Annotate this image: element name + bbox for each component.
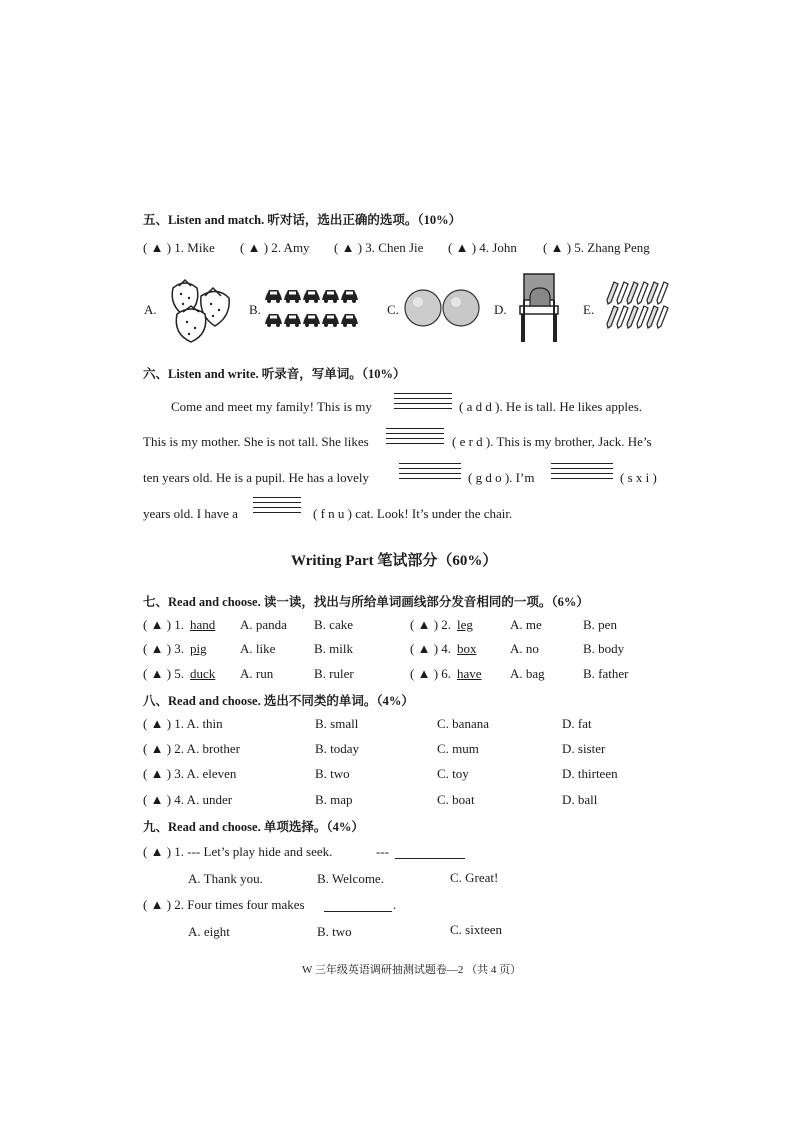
s8-q2-d: D. sister — [562, 741, 606, 756]
s7-q1-a: A. panda — [240, 617, 287, 632]
car-wheel — [276, 323, 280, 327]
s9-q1-answer-blank[interactable] — [395, 846, 465, 859]
four-line-blank-5[interactable] — [253, 497, 301, 517]
car-wheel — [333, 323, 337, 327]
match-item-2: ( ▲ ) 2. Amy — [240, 240, 310, 255]
option-c-label: C. — [387, 302, 399, 317]
car-wheel — [276, 299, 280, 303]
s7-q4-b: B. body — [583, 641, 625, 656]
match-item-5: ( ▲ ) 5. Zhang Peng — [543, 240, 650, 255]
chair-with-bag-image — [516, 272, 562, 344]
s8-q1-a: ( ▲ ) 1. A. thin — [143, 716, 223, 731]
s8-q1-b: B. small — [315, 716, 359, 731]
car-wheel — [286, 323, 290, 327]
s7-q5-num: ( ▲ ) 5. — [143, 666, 185, 681]
s9-q2-text: ( ▲ ) 2. Four times four makes — [143, 897, 305, 912]
pencil-icon — [607, 306, 618, 328]
strawberry-image — [163, 276, 235, 344]
s8-q1-d: D. fat — [562, 716, 592, 731]
s7-q2-a: A. me — [510, 617, 542, 632]
match-item-3: ( ▲ ) 3. Chen Jie — [334, 240, 424, 255]
s7-q6-b: B. father — [583, 666, 629, 681]
s8-q3-a: ( ▲ ) 3. A. eleven — [143, 766, 237, 781]
s8-q2-c: C. mum — [437, 741, 479, 756]
pencil-icon — [637, 282, 648, 304]
s8-q1-c: C. banana — [437, 716, 489, 731]
option-a-label: A. — [144, 302, 157, 317]
s8-q2-b: B. today — [315, 741, 360, 756]
car-wheel — [314, 299, 318, 303]
s8-q4-a: ( ▲ ) 4. A. under — [143, 792, 233, 807]
s7-q5-a: A. run — [240, 666, 274, 681]
s7-q2-word: leg — [457, 617, 473, 632]
hint-dog: ( g d o ). I’m — [468, 470, 535, 485]
s7-q5-b: B. ruler — [314, 666, 354, 681]
hint-fun: ( f n u ) cat. Look! It’s under the chair. — [313, 506, 513, 521]
orange-image — [404, 288, 480, 328]
car-window — [346, 292, 353, 295]
s7-q3-num: ( ▲ ) 3. — [143, 641, 185, 656]
s7-q6-word: have — [457, 666, 482, 681]
s9-q2-opt-c: C. sixteen — [450, 922, 502, 937]
hint-red: ( e r d ). This is my brother, Jack. He’s — [452, 434, 652, 449]
section-8-title: 八、Read and choose. 选出不同类的单词。（4%） — [143, 694, 414, 708]
passage-line-4: years old. I have a — [143, 506, 238, 521]
four-line-blank-3[interactable] — [399, 463, 461, 483]
s7-q6-a: A. bag — [510, 666, 545, 681]
s9-q2-opt-a: A. eight — [188, 924, 230, 939]
car-wheel — [352, 299, 356, 303]
car-wheel — [267, 323, 271, 327]
car-wheel — [314, 323, 318, 327]
pencil-icon — [647, 282, 658, 304]
four-line-blank-1[interactable] — [394, 393, 452, 413]
s9-q1-opt-b: B. Welcome. — [317, 871, 384, 886]
s7-q2-num: ( ▲ ) 2. — [410, 617, 452, 632]
s8-q3-b: B. two — [315, 766, 350, 781]
car-window — [346, 316, 353, 319]
option-d-label: D. — [494, 302, 507, 317]
s8-q3-d: D. thirteen — [562, 766, 618, 781]
section-6-title: 六、Listen and write. 听录音，写单词。（10%） — [143, 367, 406, 381]
pencil-icon — [627, 306, 638, 328]
pencil-icon — [617, 306, 628, 328]
passage-line-1: Come and meet my family! This is my — [171, 399, 372, 414]
car-window — [308, 292, 315, 295]
s7-q3-b: B. milk — [314, 641, 354, 656]
s9-q1-text: ( ▲ ) 1. --- Let’s play hide and seek. — [143, 844, 333, 859]
s7-q6-num: ( ▲ ) 6. — [410, 666, 452, 681]
writing-part-title: Writing Part 笔试部分（60%） — [291, 553, 498, 569]
car-wheel — [295, 323, 299, 327]
passage-line-2: This is my mother. She is not tall. She likes — [143, 434, 369, 449]
car-wheel — [295, 299, 299, 303]
car-wheel — [305, 323, 309, 327]
match-item-4: ( ▲ ) 4. John — [448, 240, 517, 255]
s7-q2-b: B. pen — [583, 617, 617, 632]
s7-q3-a: A. like — [240, 641, 276, 656]
s7-q5-word: duck — [190, 666, 216, 681]
s7-q4-a: A. no — [510, 641, 539, 656]
hint-dad: ( a d d ). He is tall. He likes apples. — [459, 399, 643, 414]
car-window — [289, 292, 296, 295]
s7-q3-word: pig — [190, 641, 207, 656]
s7-q1-word: hand — [190, 617, 216, 632]
car-window — [270, 292, 277, 295]
page-footer: W 三年级英语调研抽测试题卷—2 （共 4 页） — [302, 964, 522, 976]
pencil-icon — [617, 282, 628, 304]
s8-q4-d: D. ball — [562, 792, 598, 807]
s8-q2-a: ( ▲ ) 2. A. brother — [143, 741, 240, 756]
s9-q2-period: . — [393, 897, 397, 912]
s8-q4-b: B. map — [315, 792, 353, 807]
hint-six: ( s x i ) — [620, 470, 657, 485]
s9-q2-opt-b: B. two — [317, 924, 352, 939]
car-wheel — [343, 323, 347, 327]
car-wheel — [324, 323, 328, 327]
s7-q4-word: box — [457, 641, 477, 656]
car-wheel — [286, 299, 290, 303]
car-wheel — [267, 299, 271, 303]
car-window — [327, 292, 334, 295]
car-wheel — [333, 299, 337, 303]
pencil-icon — [657, 306, 668, 328]
car-wheel — [324, 299, 328, 303]
option-b-label: B. — [249, 302, 261, 317]
pencil-icon — [627, 282, 638, 304]
car-window — [289, 316, 296, 319]
section-7-title: 七、Read and choose. 读一读，找出与所给单词画线部分发音相同的一项。（6%） — [143, 595, 589, 609]
section-5-title: 五、Listen and match. 听对话，选出正确的选项。（10%） — [143, 213, 462, 227]
section-9-title: 九、Read and choose. 单项选择。（4%） — [143, 820, 364, 834]
s9-q1-dash: --- — [376, 844, 389, 859]
pencil-icon — [637, 306, 648, 328]
car-wheel — [343, 299, 347, 303]
passage-line-3: ten years old. He is a pupil. He has a lovely — [143, 470, 369, 485]
option-e-label: E. — [583, 302, 595, 317]
car-window — [270, 316, 277, 319]
car-image — [265, 286, 359, 334]
s9-q2-answer-blank[interactable] — [324, 899, 392, 912]
s7-q1-b: B. cake — [314, 617, 353, 632]
s7-q4-num: ( ▲ ) 4. — [410, 641, 452, 656]
s8-q3-c: C. toy — [437, 766, 469, 781]
s8-q4-c: C. boat — [437, 792, 475, 807]
pencil-image — [604, 280, 672, 332]
pencil-icon — [607, 282, 618, 304]
s9-q1-opt-a: A. Thank you. — [188, 871, 263, 886]
four-line-blank-2[interactable] — [386, 428, 444, 448]
four-line-blank-4[interactable] — [551, 463, 613, 483]
s9-q1-opt-c: C. Great! — [450, 870, 499, 885]
s7-q1-num: ( ▲ ) 1. — [143, 617, 185, 632]
match-item-1: ( ▲ ) 1. Mike — [143, 240, 215, 255]
pencil-icon — [657, 282, 668, 304]
car-wheel — [305, 299, 309, 303]
pencil-icon — [647, 306, 658, 328]
car-window — [327, 316, 334, 319]
car-wheel — [352, 323, 356, 327]
car-window — [308, 316, 315, 319]
